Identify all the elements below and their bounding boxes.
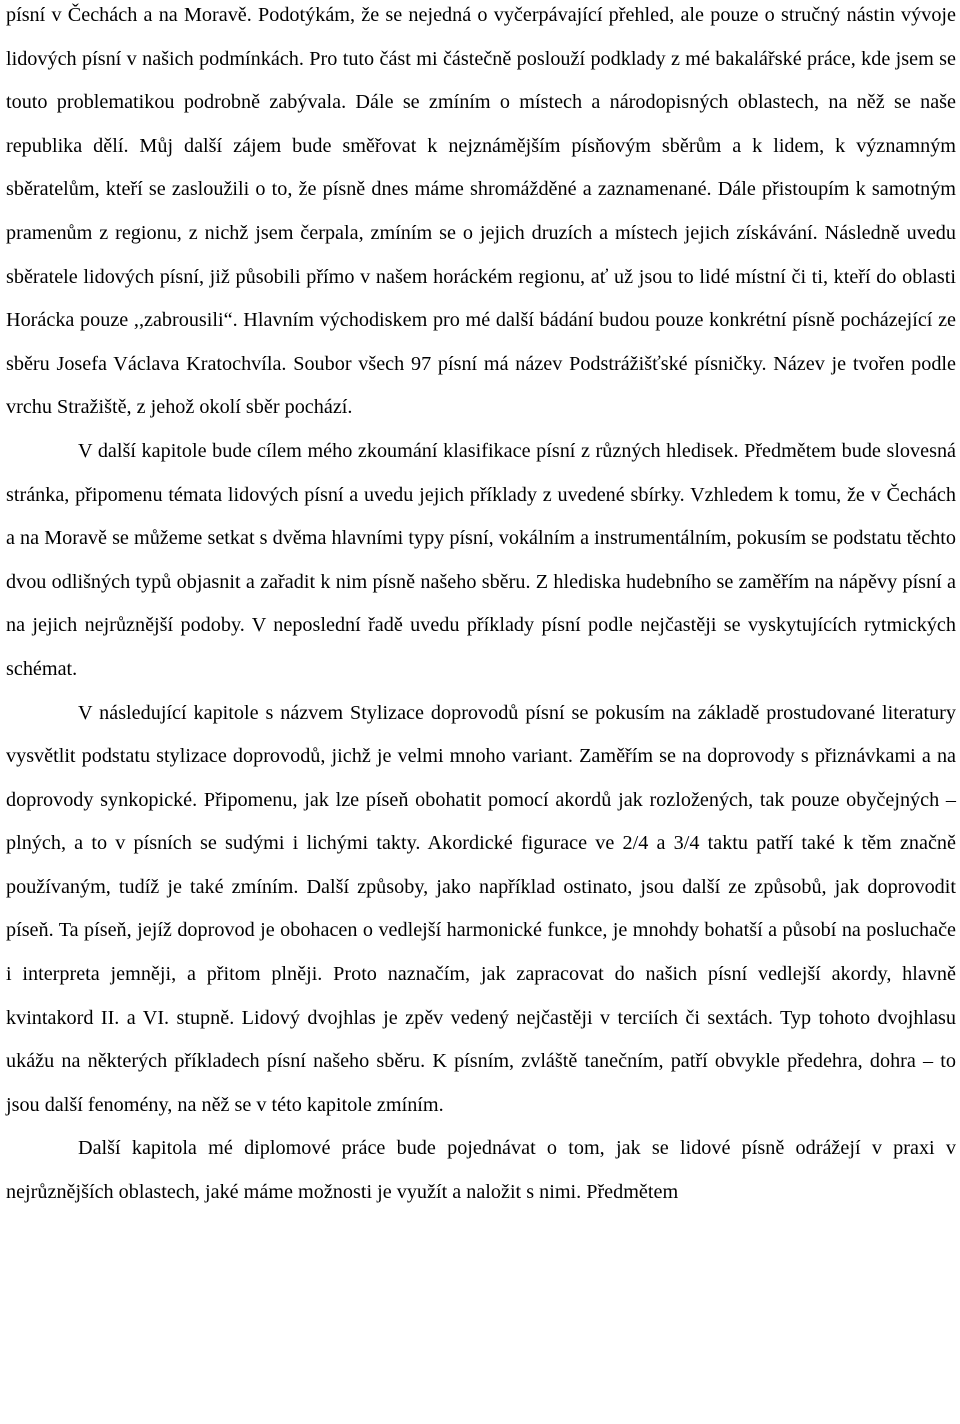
paragraph-accompaniment: V následující kapitole s názvem Stylizace doprovodů písní se pokusím na základě prostudované literatury vysvětlit podstatu stylizace doprovodů, jichž je velmi mnoho variant. Zaměřím se na doprovody s přiznávkami a na doprovody synkopické. Připomenu, jak lze píseň obohatit pomocí akordů jak rozložených, tak pouze obyčejných – plných, a to v písních se sudými i lichými takty. Akordické figurace ve 2/4 a 3/4 taktu patří také k těm značně používaným, tudíž je také zmíním. Další způsoby, jako například ostinato, jsou další ze způsobů, jak doprovodit píseň. Ta píseň, jejíž doprovod je obohacen o vedlejší harmonické funkce, je mnohdy bohatší a působí na posluchače i interpreta jemněji, a přitom plněji. Proto naznačím, jak zapracovat do našich písní vedlejší akordy, hlavně kvintakord II. a VI. stupně. Lidový dvojhlas je zpěv vedený nejčastěji v terciích či sextách. Typ tohoto dvojhlasu ukážu na některých příkladech písní našeho sběru. K písním, zvláště tanečním, patří obvykle předehra, dohra – to jsou další fenomény, na něž se v této kapitole zmíním.	[6, 701, 956, 1116]
paragraph-next-chapter: Další kapitola mé diplomové práce bude pojednávat o tom, jak se lidové písně odrážejí v praxi v nejrůznějších oblastech, jaké máme možnosti je využít a naložit s nimi. Předmětem	[6, 1137, 956, 1204]
document-page	[6, 0, 956, 1215]
paragraph-intro: písní v Čechách a na Moravě. Podotýkám, že se nejedná o vyčerpávající přehled, ale pouze o stručný nástin vývoje lidových písní v našich podmínkách. Pro tuto část mi částečně poslouží podklady z mé bakalářské práce, kde jsem se touto problematikou podrobně zabývala. Dále se zmíním o místech a národopisných oblastech, na něž se naše republika dělí. Můj další zájem bude směřovat k nejznámějším písňovým sběrům a k lidem, k významným sběratelům, kteří se zasloužili o to, že písně dnes máme shromážděné a zaznamenané. Dále přistoupím k samotným pramenům z regionu, z nichž jsem čerpala, zmíním se o jejich druzích a místech jejich získávání. Následně uvedu sběratele lidových písní, již působili přímo v našem horáckém regionu, ať už jsou to lidé místní či ti, kteří do oblasti Horácka pouze ,,zabrousili“. Hlavním východiskem pro mé další bádání budou pouze konkrétní písně pocházející ze sběru Josefa Václava Kratochvíla. Soubor všech 97 písní má název Podstrážišťské písničky. Název je tvořen podle vrchu Stražiště, z jehož okolí sběr pochází.	[6, 4, 956, 419]
paragraph-classification: V další kapitole bude cílem mého zkoumání klasifikace písní z různých hledisek. Předmětem bude slovesná stránka, připomenu témata lidových písní a uvedu jejich příklady z uvedené sbírky. Vzhledem k tomu, že v Čechách a na Moravě se můžeme setkat s dvěma hlavními typy písní, vokálním a instrumentálním, pokusím se podstatu těchto dvou odlišných typů objasnit a zařadit k nim písně našeho sběru. Z hlediska hudebního se zaměřím na nápěvy písní a na jejich nejrůznější podoby. V neposlední řadě uvedu příklady písní podle nejčastěji se vyskytujících rytmických schémat.	[6, 439, 956, 680]
